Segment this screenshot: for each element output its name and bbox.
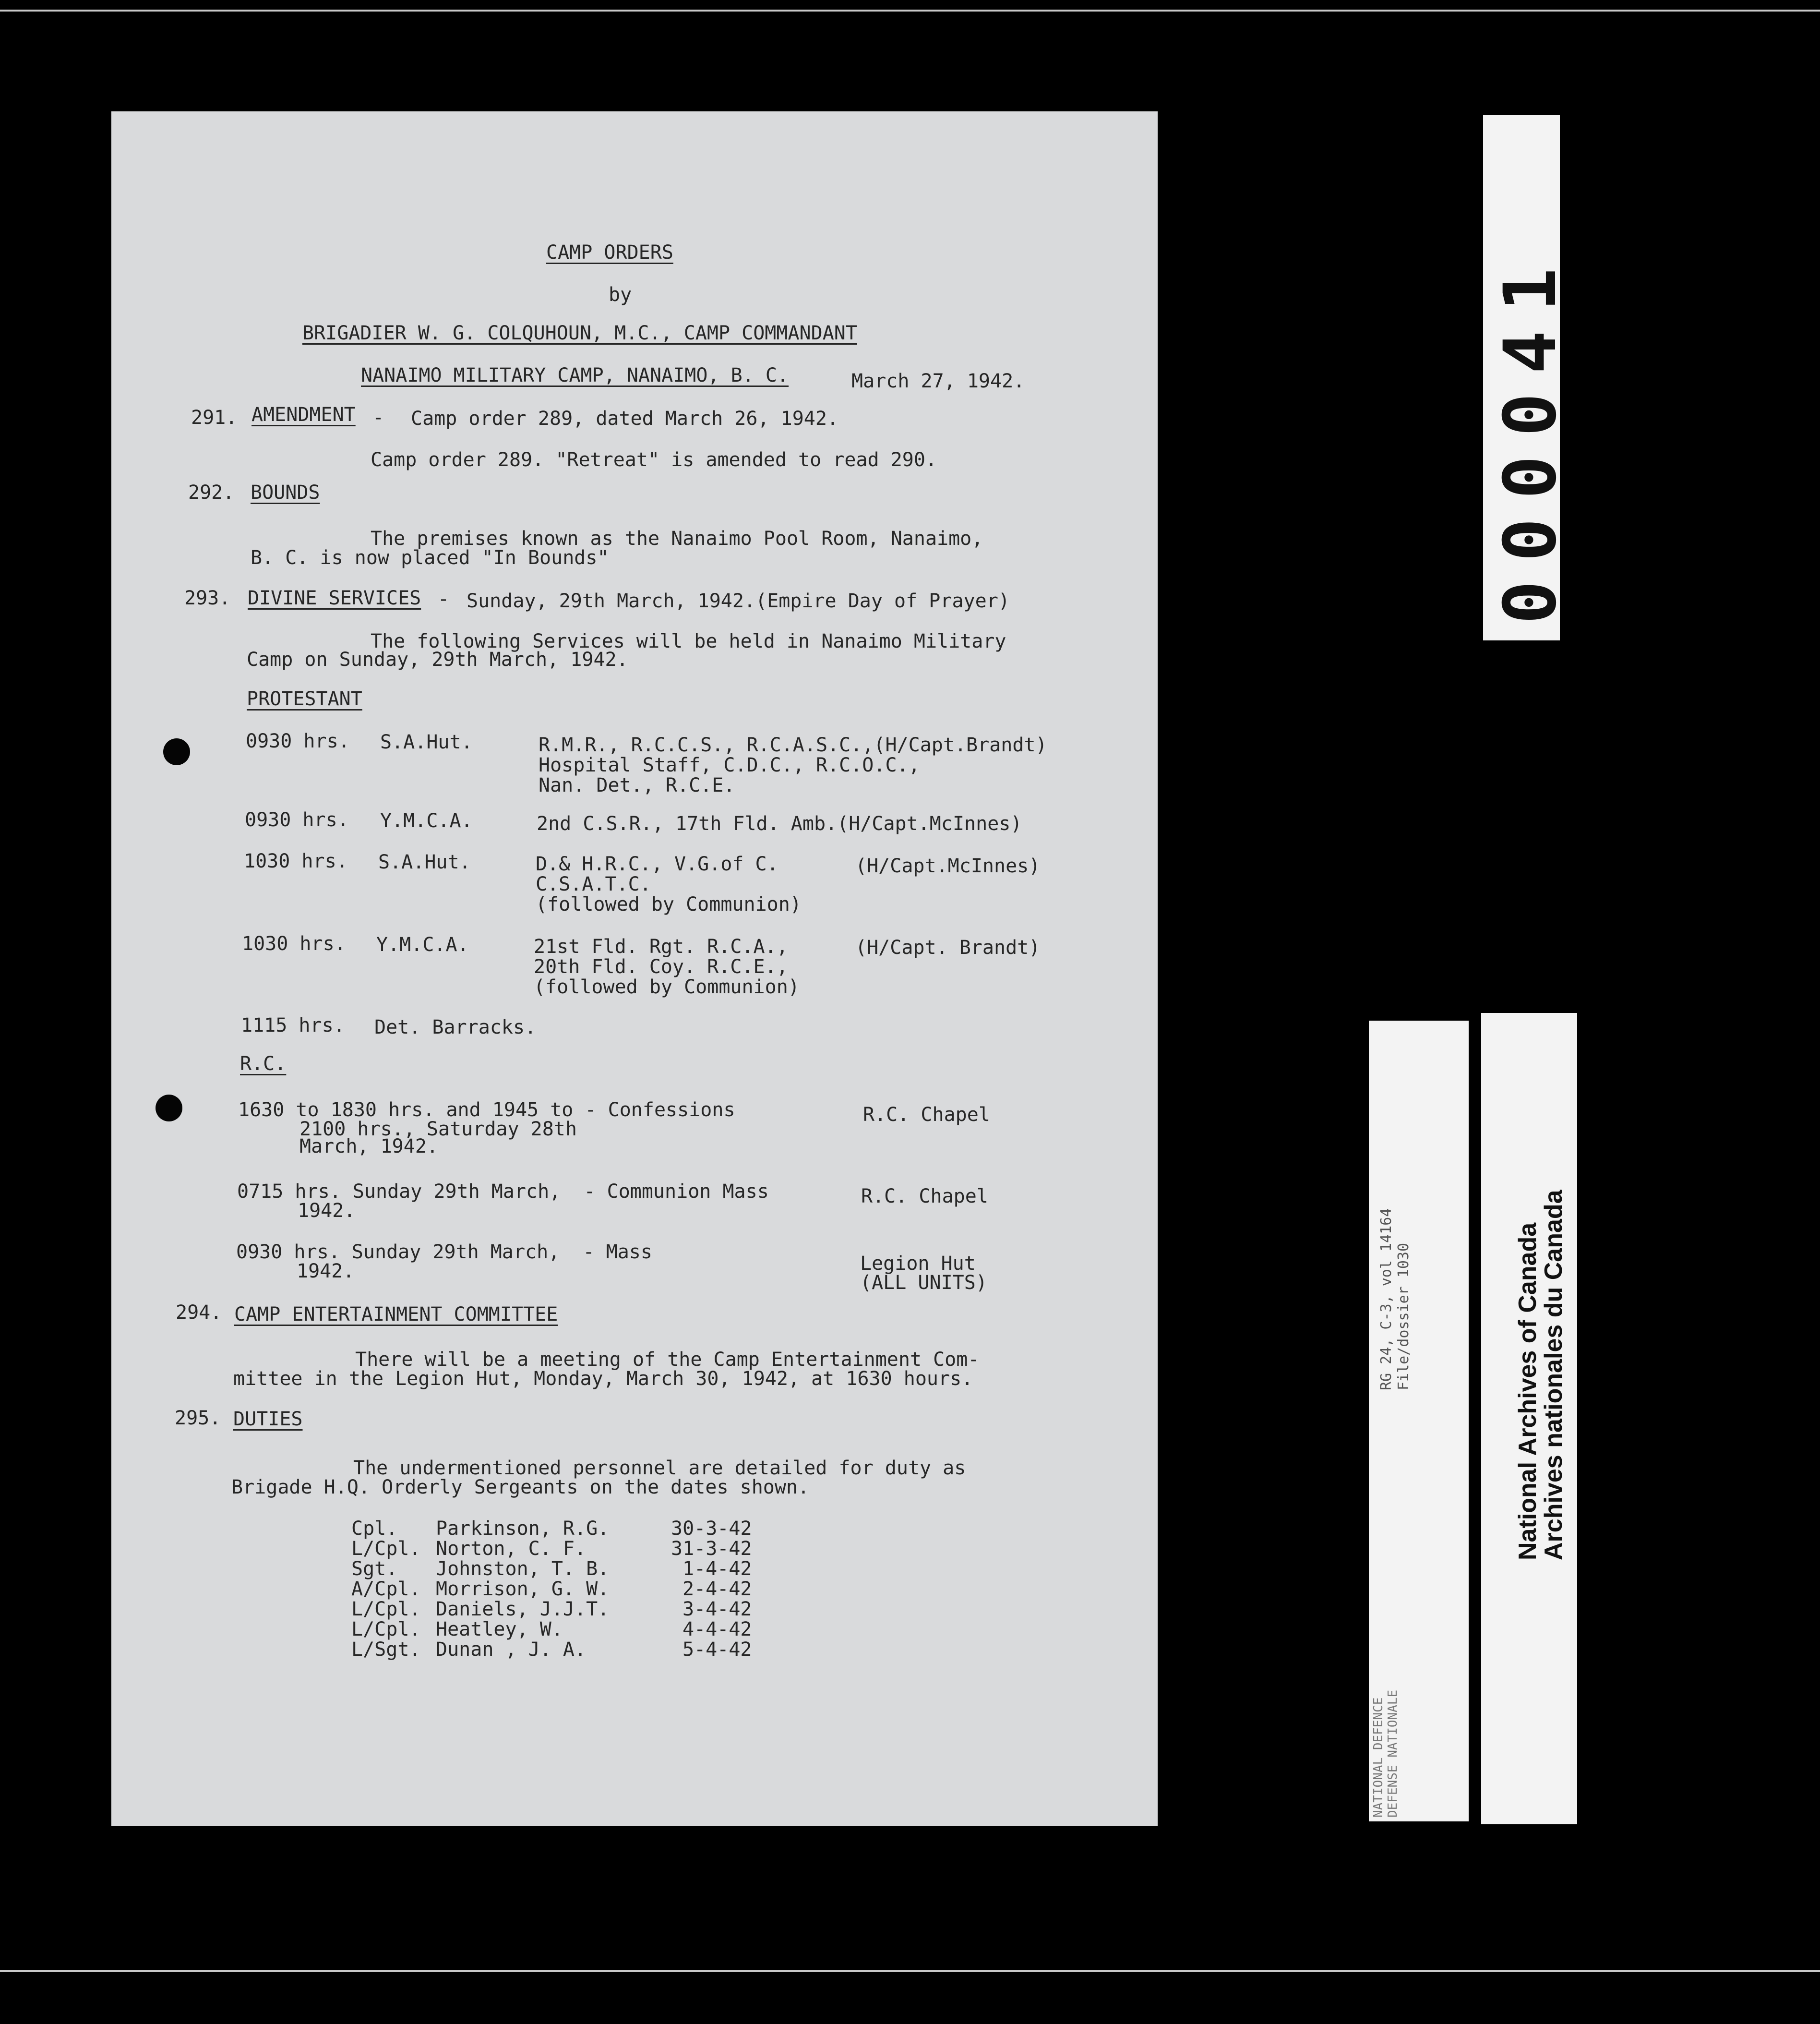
duty-rank: L/Cpl. bbox=[351, 1538, 421, 1560]
duty-name: Norton, C. F. bbox=[436, 1538, 587, 1560]
doc-commandant: BRIGADIER W. G. COLQUHOUN, M.C., CAMP COMMANDANT bbox=[302, 322, 857, 344]
order-295-number: 295. bbox=[175, 1407, 221, 1429]
p1-units-1: R.M.R., R.C.C.S., R.C.A.S.C.,(H/Capt.Brandt) bbox=[539, 734, 1047, 756]
duty-date: 5-4-42 bbox=[682, 1638, 752, 1661]
r3-place-2: (ALL UNITS) bbox=[860, 1272, 987, 1294]
order-295-line2: Brigade H.Q. Orderly Sergeants on the dates shown. bbox=[231, 1476, 810, 1498]
doc-date: March 27, 1942. bbox=[851, 370, 1025, 392]
document-page bbox=[111, 111, 1158, 1826]
doc-location: NANAIMO MILITARY CAMP, NANAIMO, B. C. bbox=[361, 364, 789, 386]
archive-name-fr: Archives nationales du Canada bbox=[1540, 1190, 1568, 1560]
department-label-2: DEFENSE NATIONALE bbox=[1386, 1689, 1400, 1818]
p4-units-2: 20th Fld. Coy. R.C.E., bbox=[534, 956, 788, 978]
duty-date: 1-4-42 bbox=[682, 1558, 752, 1580]
p1-time: 0930 hrs. bbox=[246, 730, 350, 752]
department-label-1: NATIONAL DEFENCE bbox=[1371, 1697, 1386, 1818]
order-295-heading: DUTIES bbox=[233, 1408, 303, 1430]
duty-rank: Sgt. bbox=[351, 1558, 398, 1580]
order-293-line1: The following Services will be held in Nanaimo Military bbox=[371, 630, 1006, 652]
film-edge-bottom bbox=[0, 1970, 1820, 1972]
duty-name: Heatley, W. bbox=[436, 1618, 563, 1640]
frame-number: 000041 bbox=[1489, 249, 1572, 624]
order-293-heading: DIVINE SERVICES bbox=[248, 587, 421, 609]
p3-place: S.A.Hut. bbox=[378, 851, 471, 873]
p3-units-2: C.S.A.T.C. bbox=[536, 873, 651, 895]
p1-units-2: Hospital Staff, C.D.C., R.C.O.C., bbox=[539, 754, 920, 776]
r3-line2: 1942. bbox=[297, 1260, 355, 1282]
order-293-number: 293. bbox=[184, 587, 231, 609]
order-294-number: 294. bbox=[176, 1301, 222, 1324]
r1-line3: March, 1942. bbox=[299, 1135, 438, 1157]
r1-place: R.C. Chapel bbox=[863, 1104, 990, 1126]
p4-time: 1030 hrs. bbox=[242, 933, 346, 955]
doc-title: CAMP ORDERS bbox=[546, 241, 673, 264]
duty-date: 2-4-42 bbox=[682, 1578, 752, 1600]
order-292-number: 292. bbox=[188, 482, 235, 504]
p4-units-3: (followed by Communion) bbox=[534, 976, 800, 998]
p3-time: 1030 hrs. bbox=[244, 850, 348, 872]
duty-rank: L/Sgt. bbox=[351, 1638, 421, 1661]
archive-name-strip bbox=[1481, 1013, 1577, 1824]
r2-place: R.C. Chapel bbox=[861, 1185, 988, 1207]
order-294-line1: There will be a meeting of the Camp Entertainment Com- bbox=[355, 1349, 980, 1371]
p2-units-1: 2nd C.S.R., 17th Fld. Amb.(H/Capt.McInnes) bbox=[537, 813, 1022, 835]
archive-reference-2: File/dossier 1030 bbox=[1395, 1242, 1412, 1390]
duty-rank: Cpl. bbox=[351, 1518, 398, 1540]
p2-place: Y.M.C.A. bbox=[380, 810, 473, 832]
duty-name: Daniels, J.J.T. bbox=[436, 1598, 610, 1620]
order-293-text: Sunday, 29th March, 1942.(Empire Day of Prayer) bbox=[467, 590, 1010, 612]
order-292-line1: The premises known as the Nanaimo Pool Room, Nanaimo, bbox=[371, 528, 983, 550]
r1-line2: 2100 hrs., Saturday 28th bbox=[299, 1118, 577, 1140]
film-edge-top bbox=[0, 10, 1820, 12]
p4-place: Y.M.C.A. bbox=[376, 934, 469, 956]
order-291-heading: AMENDMENT bbox=[251, 404, 356, 426]
r2-line1: 0715 hrs. Sunday 29th March, - Communion Mass bbox=[237, 1181, 769, 1203]
protestant-heading: PROTESTANT bbox=[247, 688, 362, 710]
order-293-line2: Camp on Sunday, 29th March, 1942. bbox=[247, 649, 628, 671]
p4-chaplain: (H/Capt. Brandt) bbox=[855, 937, 1041, 959]
duty-rank: A/Cpl. bbox=[351, 1578, 421, 1600]
p2-time: 0930 hrs. bbox=[245, 809, 349, 831]
rc-heading: R.C. bbox=[240, 1053, 287, 1075]
order-295-line1: The undermentioned personnel are detailed for duty as bbox=[353, 1457, 966, 1479]
doc-by: by bbox=[609, 284, 632, 306]
archive-reference-1: RG 24, C-3, vol 14164 bbox=[1378, 1208, 1395, 1390]
order-291-number: 291. bbox=[191, 407, 238, 429]
order-291-sep: - bbox=[372, 407, 384, 429]
reference-strip bbox=[1369, 1021, 1469, 1821]
p4-units-1: 21st Fld. Rgt. R.C.A., bbox=[534, 936, 788, 958]
p3-units-3: (followed by Communion) bbox=[536, 893, 802, 916]
order-292-line2: B. C. is now placed "In Bounds" bbox=[251, 547, 609, 569]
punch-hole-bottom bbox=[156, 1095, 182, 1121]
order-293-sep: - bbox=[438, 588, 450, 610]
p5-time: 1115 hrs. bbox=[241, 1014, 345, 1036]
duty-name: Johnston, T. B. bbox=[436, 1558, 610, 1580]
duty-name: Dunan , J. A. bbox=[436, 1638, 587, 1661]
p3-units-1: D.& H.R.C., V.G.of C. bbox=[536, 853, 778, 875]
p1-units-3: Nan. Det., R.C.E. bbox=[539, 774, 735, 796]
r2-line2: 1942. bbox=[298, 1200, 356, 1222]
duty-name: Morrison, G. W. bbox=[436, 1578, 610, 1600]
order-294-line2: mittee in the Legion Hut, Monday, March 30, 1942, at 1630 hours. bbox=[233, 1368, 973, 1390]
archive-name-en: National Archives of Canada bbox=[1514, 1222, 1542, 1560]
r3-line1: 0930 hrs. Sunday 29th March, - Mass bbox=[236, 1241, 652, 1263]
order-292-heading: BOUNDS bbox=[251, 482, 320, 504]
duty-name: Parkinson, R.G. bbox=[436, 1518, 610, 1540]
duty-date: 31-3-42 bbox=[671, 1538, 752, 1560]
r3-place: Legion Hut bbox=[860, 1253, 976, 1275]
duty-rank: L/Cpl. bbox=[351, 1618, 421, 1640]
order-294-heading: CAMP ENTERTAINMENT COMMITTEE bbox=[234, 1303, 558, 1325]
duty-rank: L/Cpl. bbox=[351, 1598, 421, 1620]
order-291-line2: Camp order 289. "Retreat" is amended to read 290. bbox=[371, 449, 937, 471]
punch-hole-top bbox=[163, 738, 190, 765]
p5-place: Det. Barracks. bbox=[374, 1016, 537, 1038]
duty-date: 3-4-42 bbox=[682, 1598, 752, 1620]
p1-place: S.A.Hut. bbox=[380, 731, 473, 753]
duty-date: 30-3-42 bbox=[671, 1518, 752, 1540]
frame-number-strip bbox=[1483, 115, 1572, 640]
r1-line1: 1630 to 1830 hrs. and 1945 to - Confessions bbox=[238, 1099, 735, 1121]
order-291-text: Camp order 289, dated March 26, 1942. bbox=[411, 408, 839, 430]
duty-date: 4-4-42 bbox=[682, 1618, 752, 1640]
p3-chaplain: (H/Capt.McInnes) bbox=[855, 855, 1041, 877]
